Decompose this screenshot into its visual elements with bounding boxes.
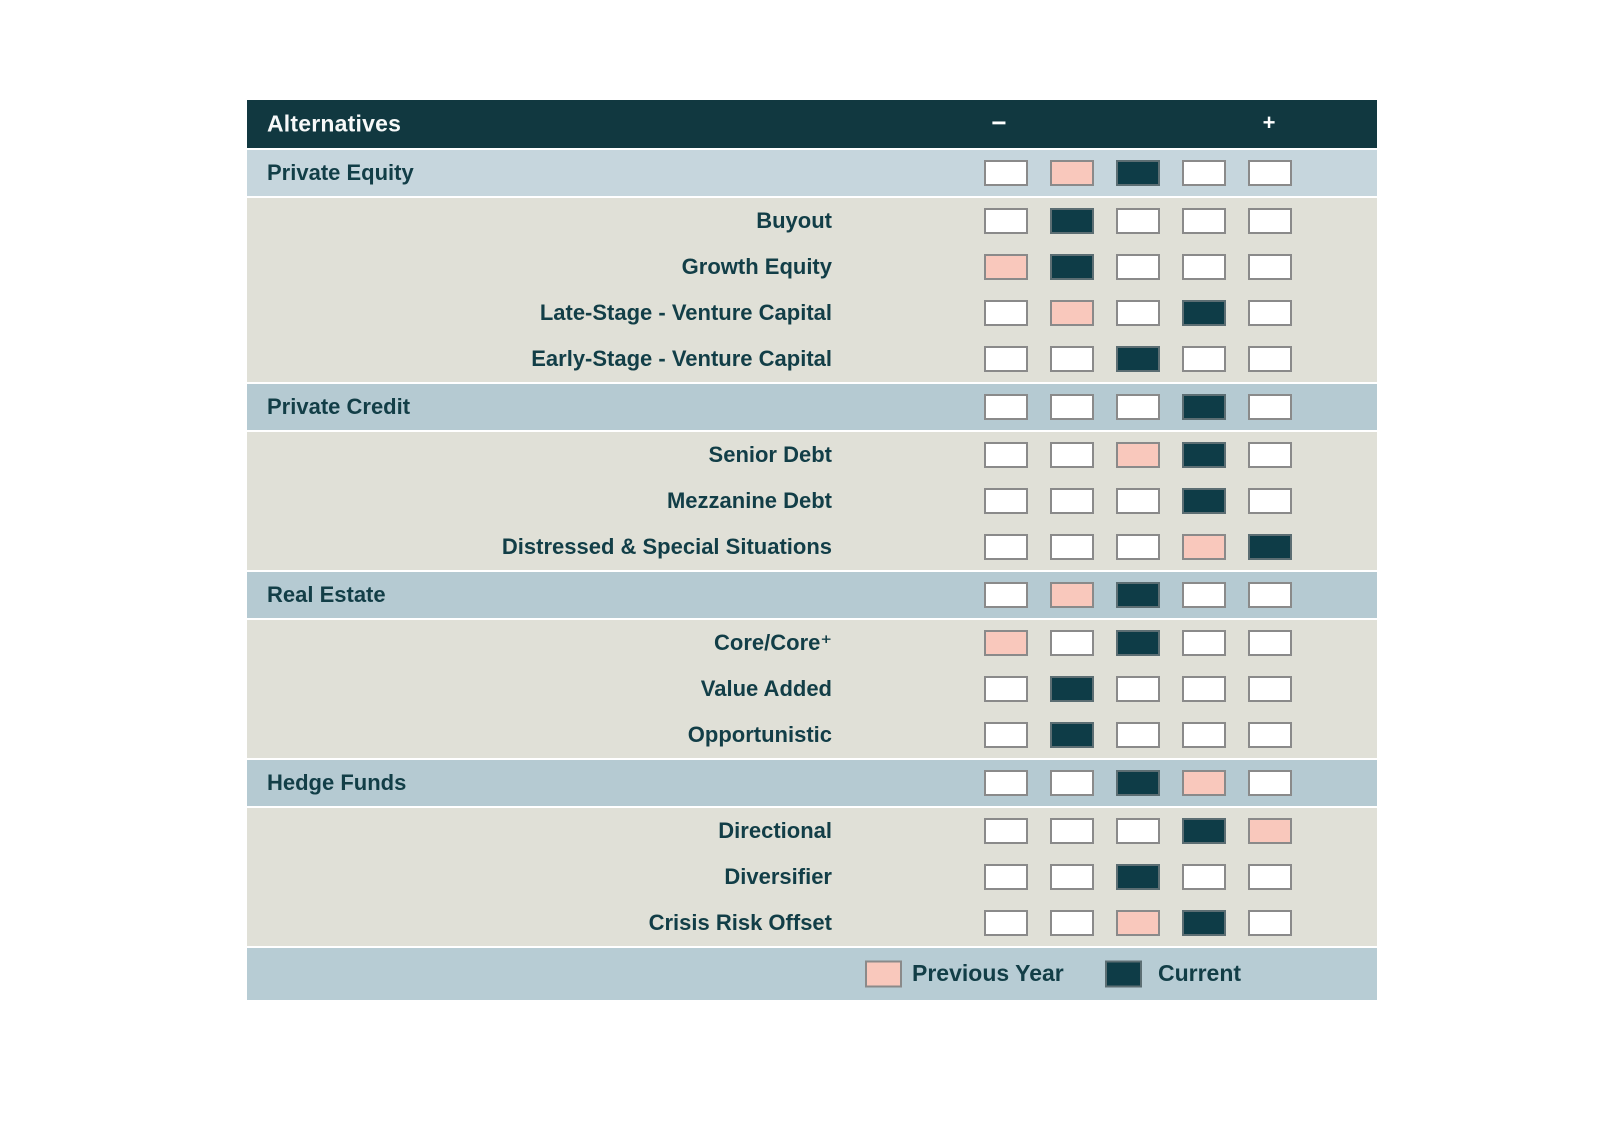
- sub-row-mezzanine-debt: [247, 478, 1377, 524]
- rating-box-1-empty: [984, 676, 1028, 702]
- rating-box-3-current: [1116, 864, 1160, 890]
- sub-row-core-core: [247, 620, 1377, 666]
- subgroup-real-estate: [247, 620, 1377, 758]
- subgroup-hedge-funds: [247, 808, 1377, 946]
- rating-box-2-previous: [1050, 160, 1094, 186]
- sub-row-buyout: [247, 198, 1377, 244]
- rating-box-2-empty: [1050, 488, 1094, 514]
- sub-row-growth-equity: [247, 244, 1377, 290]
- category-label-private-credit: Private Credit: [267, 394, 411, 419]
- sub-row-early-stage-venture-capital: [247, 336, 1377, 382]
- alternatives-ratings-table: [247, 100, 1377, 1000]
- rating-box-1-empty: [984, 488, 1028, 514]
- rating-box-1-empty: [984, 160, 1028, 186]
- rating-box-2-current: [1050, 722, 1094, 748]
- rating-box-3-current: [1116, 346, 1160, 372]
- sub-value-added-rating-cells: [984, 676, 1292, 702]
- table-title: Alternatives: [267, 110, 402, 137]
- rating-box-2-previous: [1050, 300, 1094, 326]
- rating-box-5-previous: [1248, 818, 1292, 844]
- category-row-private-equity: [247, 150, 1377, 196]
- rating-box-2-empty: [1050, 534, 1094, 560]
- rating-box-5-empty: [1248, 394, 1292, 420]
- rating-box-3-current: [1116, 160, 1160, 186]
- rating-box-2-empty: [1050, 770, 1094, 796]
- rating-box-2-current: [1050, 676, 1094, 702]
- rating-box-4-empty: [1182, 864, 1226, 890]
- rating-box-4-previous: [1182, 534, 1226, 560]
- subgroup-private-credit: [247, 432, 1377, 570]
- category-label-private-equity: Private Equity: [267, 160, 414, 185]
- rating-box-2-empty: [1050, 346, 1094, 372]
- rating-box-3-previous: [1116, 910, 1160, 936]
- rating-box-1-empty: [984, 818, 1028, 844]
- rating-box-5-empty: [1248, 910, 1292, 936]
- sub-label-early-stage-venture-capital: Early-Stage - Venture Capital: [531, 346, 832, 371]
- rating-box-4-previous: [1182, 770, 1226, 796]
- sub-label-growth-equity: Growth Equity: [681, 254, 832, 279]
- rating-box-5-empty: [1248, 254, 1292, 280]
- sub-label-distressed-special-situations: Distressed & Special Situations: [501, 534, 832, 559]
- minus-scale-icon: −: [991, 107, 1007, 138]
- rating-box-1-empty: [984, 208, 1028, 234]
- sub-core-core-rating-cells: [984, 630, 1292, 656]
- rating-box-3-current: [1116, 630, 1160, 656]
- rating-box-5-empty: [1248, 770, 1292, 796]
- rating-box-5-current: [1248, 534, 1292, 560]
- rating-box-3-empty: [1116, 818, 1160, 844]
- rating-box-2-current: [1050, 208, 1094, 234]
- rating-box-4-current: [1182, 394, 1226, 420]
- sub-label-core-core: Core/Core⁺: [714, 630, 832, 655]
- rating-box-2-empty: [1050, 394, 1094, 420]
- category-label-real-estate: Real Estate: [267, 582, 386, 607]
- category-real-estate-rating-cells: [984, 582, 1292, 608]
- category-row-real-estate: [247, 572, 1377, 618]
- rating-box-4-current: [1182, 910, 1226, 936]
- rating-box-4-current: [1182, 442, 1226, 468]
- plus-scale-icon: +: [1262, 109, 1276, 135]
- rating-box-4-empty: [1182, 722, 1226, 748]
- sub-diversifier-rating-cells: [984, 864, 1292, 890]
- rating-box-4-empty: [1182, 676, 1226, 702]
- sub-row-crisis-risk-offset: [247, 900, 1377, 946]
- category-row-hedge-funds: [247, 760, 1377, 806]
- rating-box-5-empty: [1248, 346, 1292, 372]
- subgroup-private-equity: [247, 198, 1377, 382]
- category-label-hedge-funds: Hedge Funds: [267, 770, 407, 795]
- rating-box-5-empty: [1248, 442, 1292, 468]
- rating-box-2-previous: [1050, 582, 1094, 608]
- rating-box-4-current: [1182, 488, 1226, 514]
- rating-box-1-previous: [984, 630, 1028, 656]
- sub-late-stage-venture-capital-rating-cells: [984, 300, 1292, 326]
- sub-label-value-added: Value Added: [700, 676, 832, 701]
- rating-box-1-empty: [984, 770, 1028, 796]
- rating-box-2-empty: [1050, 910, 1094, 936]
- rating-box-1-empty: [984, 534, 1028, 560]
- rating-box-2-empty: [1050, 630, 1094, 656]
- sub-growth-equity-rating-cells: [984, 254, 1292, 280]
- rating-box-5-empty: [1248, 864, 1292, 890]
- rating-box-5-empty: [1248, 722, 1292, 748]
- sub-senior-debt-rating-cells: [984, 442, 1292, 468]
- rating-box-2-current: [1050, 254, 1094, 280]
- category-private-credit-rating-cells: [984, 394, 1292, 420]
- rating-box-5-empty: [1248, 300, 1292, 326]
- sub-label-senior-debt: Senior Debt: [708, 442, 832, 467]
- sub-row-value-added: [247, 666, 1377, 712]
- sub-label-opportunistic: Opportunistic: [687, 722, 832, 747]
- rating-box-1-empty: [984, 346, 1028, 372]
- rating-box-4-current: [1182, 300, 1226, 326]
- rating-box-3-empty: [1116, 488, 1160, 514]
- sub-label-directional: Directional: [718, 818, 832, 843]
- rating-box-2-empty: [1050, 442, 1094, 468]
- legend-row: [247, 948, 1377, 1000]
- rating-box-1-empty: [984, 582, 1028, 608]
- rating-box-5-empty: [1248, 582, 1292, 608]
- legend-current-label: Current: [1158, 959, 1242, 986]
- rating-box-1-empty: [984, 722, 1028, 748]
- rating-box-3-empty: [1116, 676, 1160, 702]
- rating-box-4-empty: [1182, 160, 1226, 186]
- rating-box-1-empty: [984, 442, 1028, 468]
- rating-box-4-empty: [1182, 346, 1226, 372]
- sub-crisis-risk-offset-rating-cells: [984, 910, 1292, 936]
- rating-box-3-previous: [1116, 442, 1160, 468]
- sub-buyout-rating-cells: [984, 208, 1292, 234]
- category-hedge-funds-rating-cells: [984, 770, 1292, 796]
- rating-box-5-empty: [1248, 488, 1292, 514]
- rating-box-3-current: [1116, 582, 1160, 608]
- legend-previous-year-label: Previous Year: [912, 959, 1064, 986]
- sub-row-late-stage-venture-capital: [247, 290, 1377, 336]
- rating-box-3-empty: [1116, 394, 1160, 420]
- rating-box-4-empty: [1182, 254, 1226, 280]
- sub-label-crisis-risk-offset: Crisis Risk Offset: [648, 910, 832, 935]
- rating-box-2-empty: [1050, 818, 1094, 844]
- rating-box-3-current: [1116, 770, 1160, 796]
- rating-box-1-empty: [984, 864, 1028, 890]
- rating-box-2-empty: [1050, 864, 1094, 890]
- sub-label-mezzanine-debt: Mezzanine Debt: [666, 488, 832, 513]
- sub-opportunistic-rating-cells: [984, 722, 1292, 748]
- rating-box-4-empty: [1182, 630, 1226, 656]
- rating-box-3-empty: [1116, 208, 1160, 234]
- sub-row-directional: [247, 808, 1377, 854]
- rating-box-1-empty: [984, 394, 1028, 420]
- sub-label-buyout: Buyout: [756, 208, 832, 233]
- rating-box-1-empty: [984, 300, 1028, 326]
- rating-box-5-empty: [1248, 208, 1292, 234]
- sub-directional-rating-cells: [984, 818, 1292, 844]
- rating-box-3-empty: [1116, 254, 1160, 280]
- rating-box-3-empty: [1116, 534, 1160, 560]
- table-header: [247, 100, 1377, 148]
- category-row-private-credit: [247, 384, 1377, 430]
- sub-row-diversifier: [247, 854, 1377, 900]
- rating-box-4-empty: [1182, 582, 1226, 608]
- sub-early-stage-venture-capital-rating-cells: [984, 346, 1292, 372]
- rating-box-5-empty: [1248, 630, 1292, 656]
- rating-box-5-empty: [1248, 676, 1292, 702]
- rating-box-3-empty: [1116, 300, 1160, 326]
- legend-previous-year-swatch: [865, 961, 902, 988]
- sub-row-opportunistic: [247, 712, 1377, 758]
- category-private-equity-rating-cells: [984, 160, 1292, 186]
- sub-row-distressed-special-situations: [247, 524, 1377, 570]
- sub-row-senior-debt: [247, 432, 1377, 478]
- rating-box-4-current: [1182, 818, 1226, 844]
- sub-mezzanine-debt-rating-cells: [984, 488, 1292, 514]
- rating-box-3-empty: [1116, 722, 1160, 748]
- rating-box-5-empty: [1248, 160, 1292, 186]
- rating-box-1-previous: [984, 254, 1028, 280]
- sub-distressed-special-situations-rating-cells: [984, 534, 1292, 560]
- sub-label-diversifier: Diversifier: [724, 864, 832, 889]
- sub-label-late-stage-venture-capital: Late-Stage - Venture Capital: [539, 300, 832, 325]
- rating-box-1-empty: [984, 910, 1028, 936]
- legend-current-swatch: [1105, 961, 1142, 988]
- rating-box-4-empty: [1182, 208, 1226, 234]
